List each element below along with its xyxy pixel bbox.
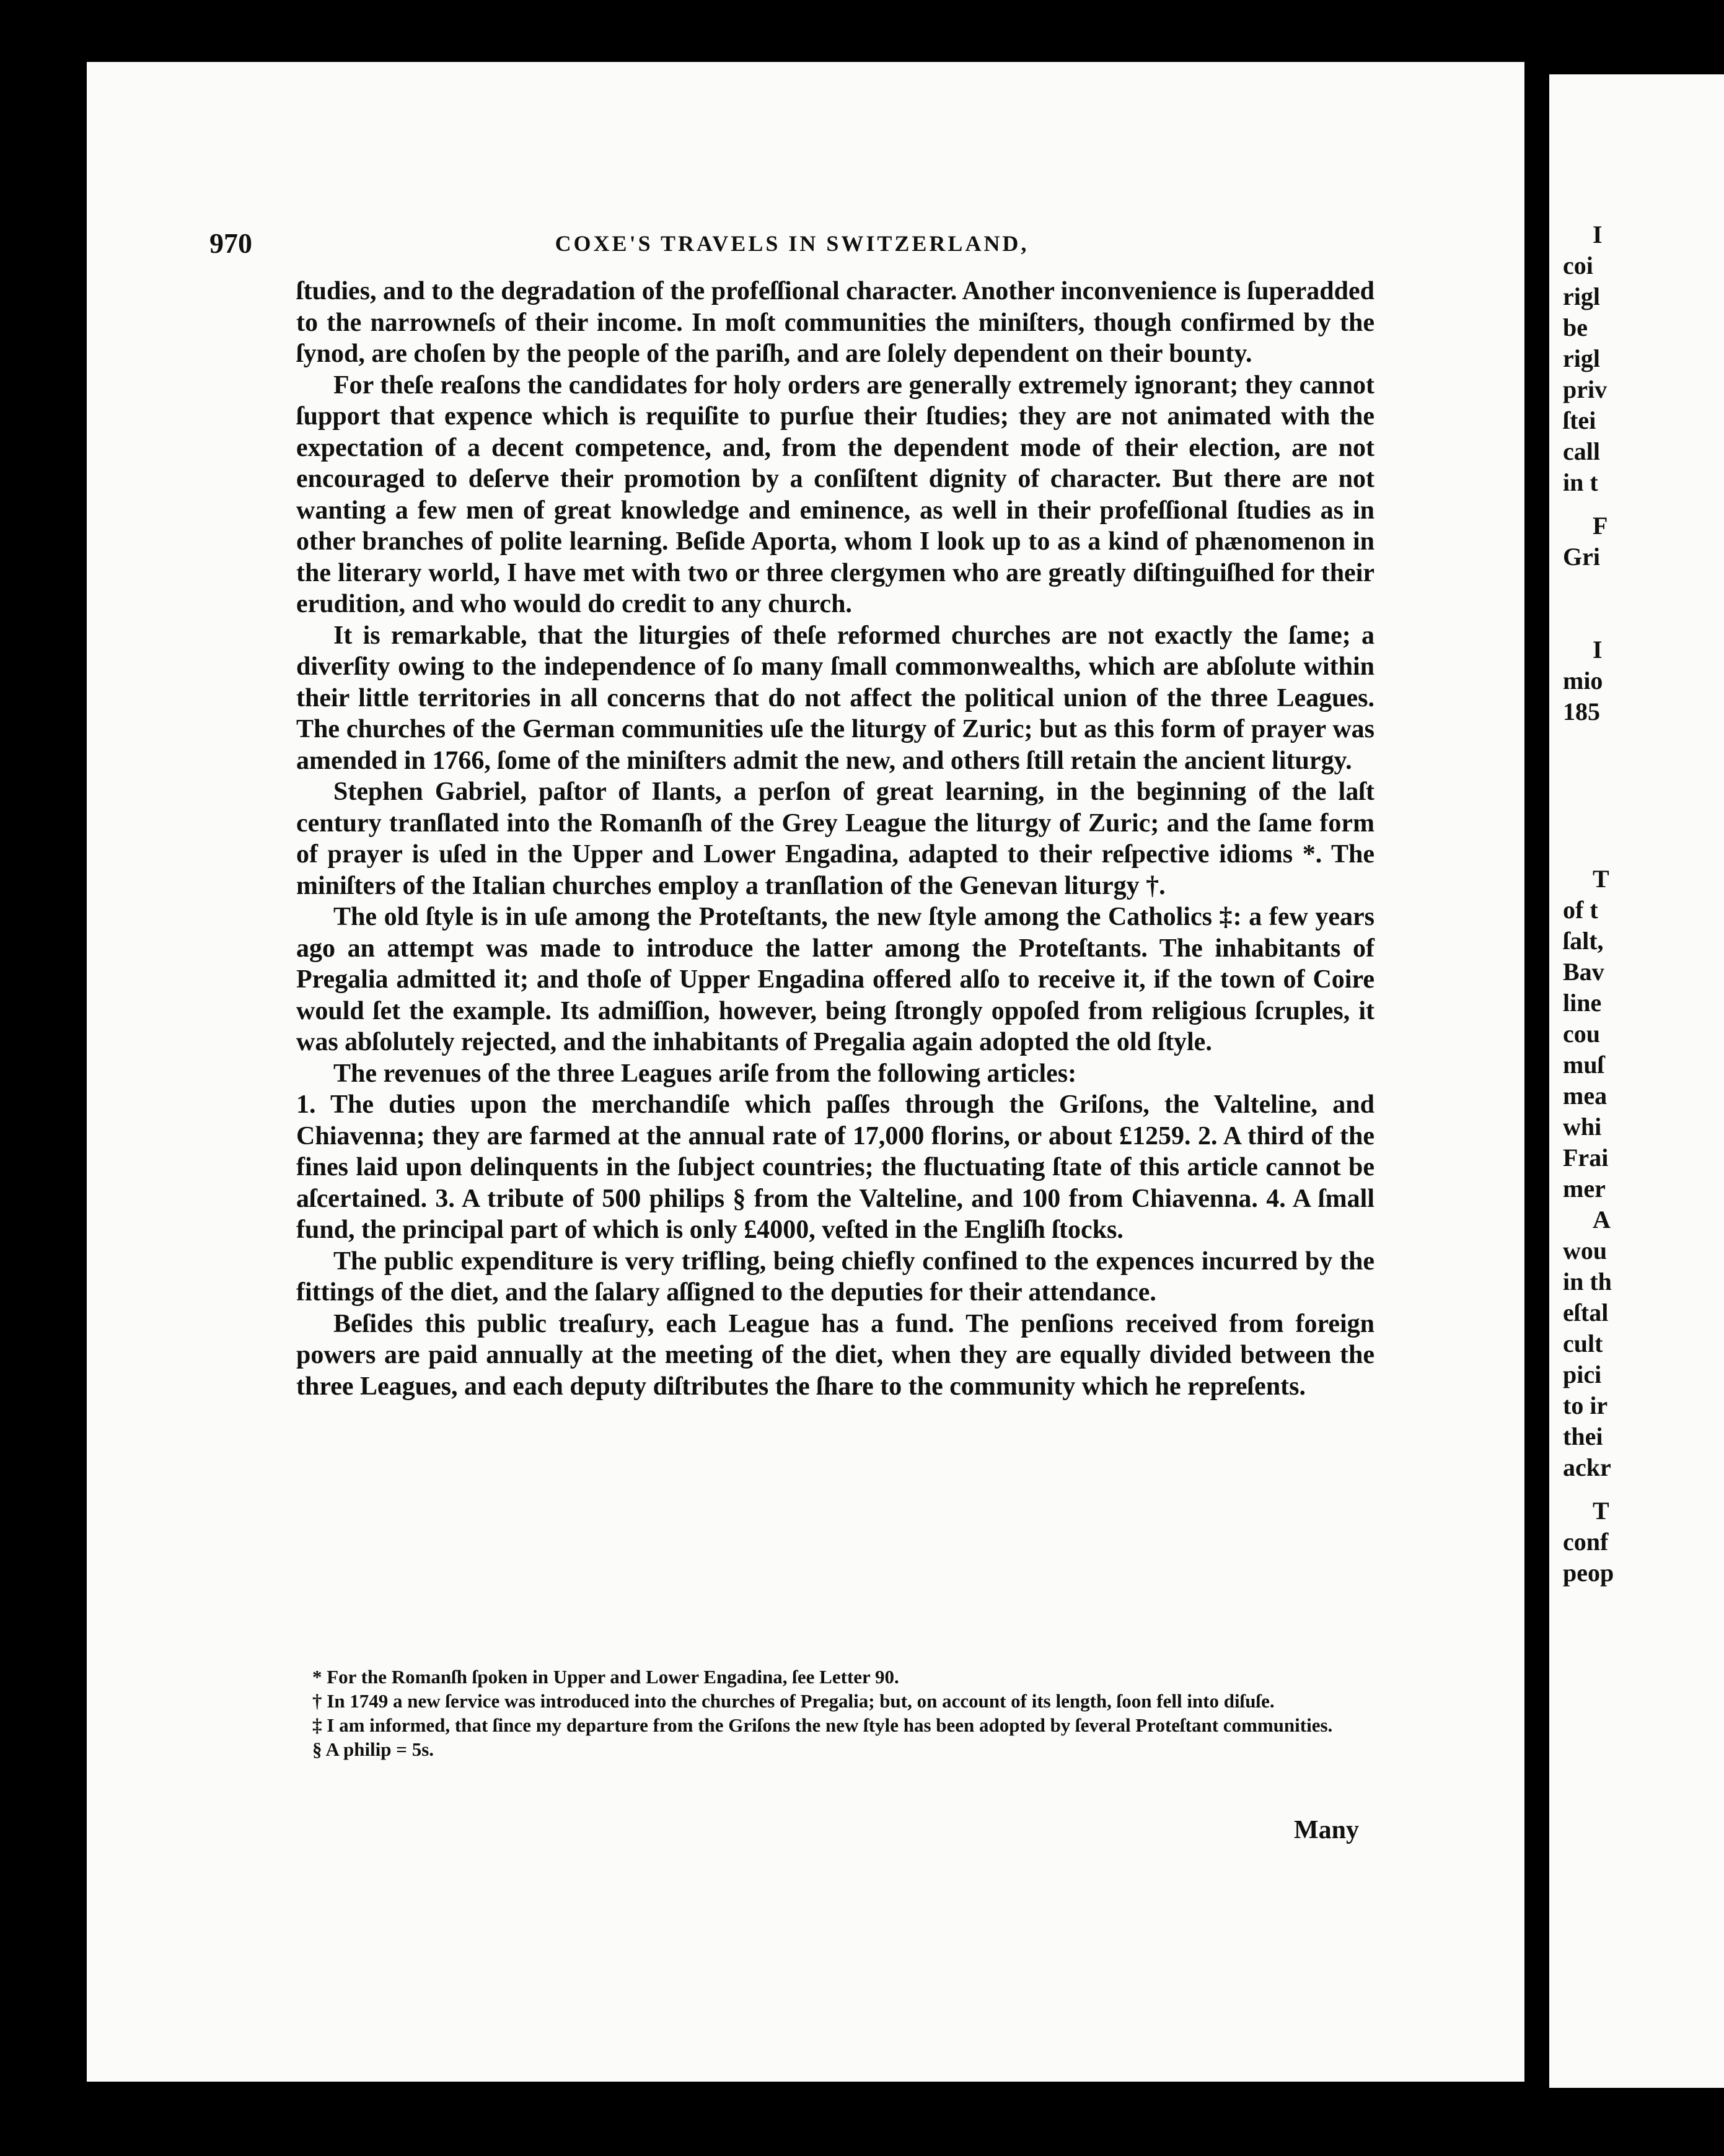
right-page-fragment: mea: [1563, 1082, 1607, 1110]
right-page-fragment: pici: [1563, 1361, 1602, 1388]
right-page-fragment: thei: [1563, 1422, 1603, 1450]
footnotes: [296, 1665, 1374, 1762]
right-page-fragment: coi: [1563, 252, 1593, 279]
right-page-fragment: ackr: [1563, 1453, 1611, 1481]
paragraph: ſtudies, and to the degradation of the profeſſional character. Another inconvenience is ſuperadded to the narrowneſs of their income. In moſt communities the miniſters, though confirmed by the ſynod, are choſen by the people of the pariſh, and are ſolely dependent on their bounty.: [296, 277, 1374, 368]
right-page-fragment: Frai: [1563, 1144, 1609, 1172]
right-page-fragment: in th: [1563, 1268, 1612, 1295]
right-page-fragment: cou: [1563, 1020, 1600, 1048]
paragraph: The old ſtyle is in uſe among the Proteſtants, the new ſtyle among the Catholics ‡: a few years ago an attempt was made to introduce the latter among the Proteſtants. The inhabitants of Pregalia admitted it; and thoſe of Upper Engadina offered alſo to receive it, if the town of Coire would ſet the example. Its admiſſion, however, being ſtrongly oppoſed from religious ſcruples, it was abſolutely rejected, and the inhabitants of Pregalia again adopted the old ſtyle.: [296, 903, 1374, 1056]
right-page-fragment: line: [1563, 989, 1602, 1017]
right-page-fragment: rigl: [1563, 344, 1600, 372]
right-page-fragment: wou: [1563, 1237, 1607, 1264]
right-page-fragment: Gri: [1563, 543, 1600, 571]
right-page-fragment: eſtal: [1563, 1299, 1609, 1326]
paragraph: The public expenditure is very trifling, being chiefly confined to the expences incurred by the fittings of the diet, and the ſalary aſſigned to the deputies for their attendance.: [296, 1247, 1374, 1307]
right-page-fragment: T: [1593, 865, 1609, 893]
footnote: * For the Romanſh ſpoken in Upper and Lower Engadina, ſee Letter 90.: [312, 1666, 899, 1688]
right-page-fragment: of t: [1563, 896, 1598, 924]
right-page-fragment: mer: [1563, 1175, 1606, 1203]
footnote: ‡ I am informed, that ſince my departure from the Griſons the new ſtyle has been adopted by ſeveral Proteſtant communities.: [312, 1714, 1333, 1736]
page-number: 970: [209, 227, 252, 259]
right-page-edge: [1549, 74, 1724, 2088]
right-page-fragment: rigl: [1563, 283, 1600, 310]
right-page-fragment: peop: [1563, 1559, 1614, 1587]
right-page-fragment: be: [1563, 313, 1588, 341]
right-page-fragment: call: [1563, 437, 1600, 465]
paragraph: 1. The duties upon the merchandiſe which paſſes through the Griſons, the Valteline, and Chiavenna; they are farmed at the annual rate of 17,000 florins, or about £1259. 2. A third of the fines laid upon delinquents in the ſubject countries; the fluctuating ſtate of this article cannot be aſcertained. 3. A tribute of 500 philips § from the Valteline, and 100 from Chiavenna. 4. A ſmall fund, the principal part of which is only £4000, veſted in the Engliſh ſtocks.: [296, 1090, 1374, 1244]
paragraph: For theſe reaſons the candidates for holy orders are generally extremely ignorant; they cannot ſupport that expence which is requiſite to purſue their ſtudies; they are not animated with the expectation of a decent competence, and, from the dependent mode of their election, are not encouraged to deſerve their promotion by a conſiſtent dignity of character. But there are not wanting a few men of great knowledge and eminence, as well in their profeſſional ſtudies as in other branches of polite learning. Beſide Aporta, whom I look up to as a kind of phænomenon in the literary world, I have met with two or three clergymen who are greatly diſtinguiſhed for their erudition, and who would do credit to any church.: [296, 370, 1374, 618]
paragraph: It is remarkable, that the liturgies of theſe reformed churches are not exactly the ſame; a diverſity owing to the independence of ſo many ſmall commonwealths, which are abſolute within their little territories in all concerns that do not affect the political union of the three Leagues. The churches of the German communities uſe the liturgy of Zuric; but as this form of prayer was amended in 1766, ſome of the miniſters admit the new, and others ſtill retain the ancient liturgy.: [296, 621, 1374, 775]
footnote: § A philip = 5s.: [312, 1738, 434, 1760]
right-page-fragment: I: [1593, 636, 1603, 664]
right-page-fragment: in t: [1563, 468, 1598, 496]
right-page-fragment: ſalt,: [1563, 927, 1604, 955]
right-page-fragment: ſtei: [1563, 406, 1596, 434]
running-title: COXE'S TRAVELS IN SWITZERLAND,: [555, 231, 1029, 256]
right-page-fragment: F: [1593, 512, 1608, 540]
right-page-fragment: priv: [1563, 375, 1607, 403]
right-page-fragment: I: [1593, 221, 1603, 248]
catchword: Many: [1294, 1816, 1359, 1844]
paragraph: Beſides this public treaſury, each League has a fund. The penſions received from foreign powers are paid annually at the meeting of the diet, when they are equally divided between the three Leagues, and each deputy diſtributes the ſhare to the community which he repreſents.: [296, 1309, 1374, 1401]
right-page-fragment: A: [1593, 1206, 1611, 1234]
right-page-fragment: 185: [1563, 698, 1600, 725]
right-page-fragment: Bav: [1563, 958, 1604, 986]
running-head: [209, 227, 1374, 264]
right-page-fragment: mio: [1563, 667, 1603, 695]
paragraph: The revenues of the three Leagues ariſe from the following articles:: [333, 1059, 1077, 1088]
main-text: [296, 276, 1374, 1402]
right-page-fragment: conf: [1563, 1528, 1609, 1556]
footnote: † In 1749 a new ſervice was introduced into the churches of Pregalia; but, on account of its length, ſoon fell into diſuſe.: [312, 1690, 1275, 1712]
right-page-fragment: muſ: [1563, 1051, 1604, 1079]
paragraph: Stephen Gabriel, paſtor of Ilants, a perſon of great learning, in the beginning of the laſt century tranſlated into the Romanſh of the Grey League the liturgy of Zuric; and the ſame form of prayer is uſed in the Upper and Lower Engadina, adapted to their reſpective idioms *. The miniſters of the Italian churches employ a tranſlation of the Genevan liturgy †.: [296, 778, 1374, 900]
right-page-fragment: T: [1593, 1497, 1609, 1525]
right-page-fragment: cult: [1563, 1330, 1603, 1357]
right-page-fragment: to ir: [1563, 1391, 1608, 1419]
right-page-fragment: whi: [1563, 1113, 1602, 1141]
